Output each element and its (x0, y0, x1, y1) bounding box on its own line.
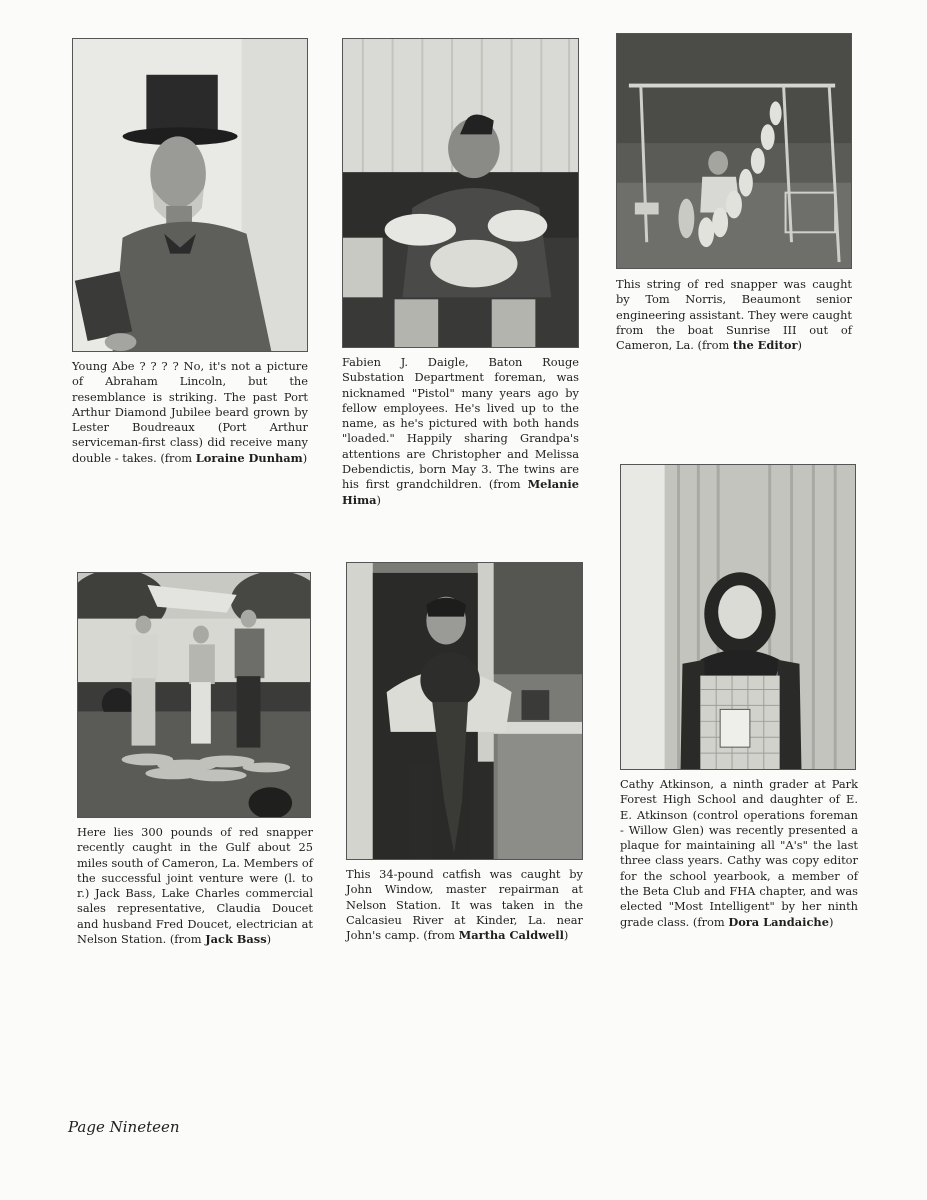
photo-cathy-atkinson (620, 464, 856, 770)
credit-catfish: Martha Caldwell (458, 928, 564, 943)
caption-fabien-daigle: Fabien J. Daigle, Baton Rouge Substation Department foreman, was nicknamed "Pistol" many years ago by fellow employees. He's lived up to the name, as he's pictured with both hands "loaded." Happily sharing Grandpa's attentions are Christopher and Melissa Debendictis, born May 3. The twins are his first grandchildren. (from Melanie Hima) (342, 355, 579, 507)
photo-item-catfish (346, 562, 583, 943)
photo-red-snapper-pile (77, 572, 311, 818)
credit-fabien-daigle: Melanie Hima (342, 477, 579, 507)
snapper-swingset-image (617, 34, 851, 268)
photo-catfish (346, 562, 583, 860)
man-top-hat-image (73, 39, 307, 351)
photo-item-red-snapper-string (616, 33, 852, 353)
photo-item-red-snapper-pile (77, 572, 311, 947)
caption-red-snapper-string: This string of red snapper was caught by Tom Norris, Beaumont senior engineering assistant. They were caught from the boat Sunrise III out of Cameron, La. (from the Editor) (616, 277, 852, 353)
caption-catfish: This 34-pound catfish was caught by John Window, master repairman at Nelson Station. It was taken in the Calcasieu River at Kinder, La. near John's camp. (from Martha Caldwell) (346, 867, 583, 943)
girl-plaque-image (621, 465, 855, 769)
credit-young-abe: Loraine Dunham (195, 450, 303, 465)
caption-cathy-atkinson: Cathy Atkinson, a ninth grader at Park Forest High School and daughter of E. E. Atkinson (control operations foreman - Willow Glen) was recently presented a plaque for maintaining all "A's" the last three class years. Cathy was copy editor for the school yearbook, a member of the Beta Club and FHA chapter, and was elected "Most Intelligent" by her ninth grade class. (from Dora Landaiche) (620, 777, 858, 929)
credit-red-snapper-pile: Jack Bass (205, 932, 267, 947)
photo-item-young-abe (72, 38, 308, 466)
three-people-fish-image (78, 573, 310, 817)
man-catfish-image (347, 563, 582, 859)
photo-red-snapper-string (616, 33, 852, 269)
photo-item-cathy-atkinson (620, 464, 856, 930)
credit-cathy-atkinson: Dora Landaiche (728, 914, 829, 929)
grandfather-twins-image (343, 39, 578, 347)
photo-young-abe (72, 38, 308, 352)
caption-red-snapper-pile: Here lies 300 pounds of red snapper recently caught in the Gulf about 25 miles south of Cameron, La. Members of the successful joint venture were (l. to r.) Jack Bass, Lake Charles commercial sales representative, Claudia Doucet and husband Fred Doucet, electrician at Nelson Station. (from Jack Bass) (77, 825, 313, 947)
credit-red-snapper-string: the Editor (732, 338, 798, 353)
page-number: Page Nineteen (68, 1118, 180, 1136)
photo-item-fabien-daigle (342, 38, 579, 508)
photo-fabien-daigle (342, 38, 579, 348)
caption-young-abe: Young Abe ? ? ? ? No, it's not a picture of Abraham Lincoln, but the resemblance is striking. The past Port Arthur Diamond Jubilee beard grown by Lester Boudreaux (Port Arthur serviceman-first class) did receive many double - takes. (from Loraine Dunham) (72, 359, 308, 465)
